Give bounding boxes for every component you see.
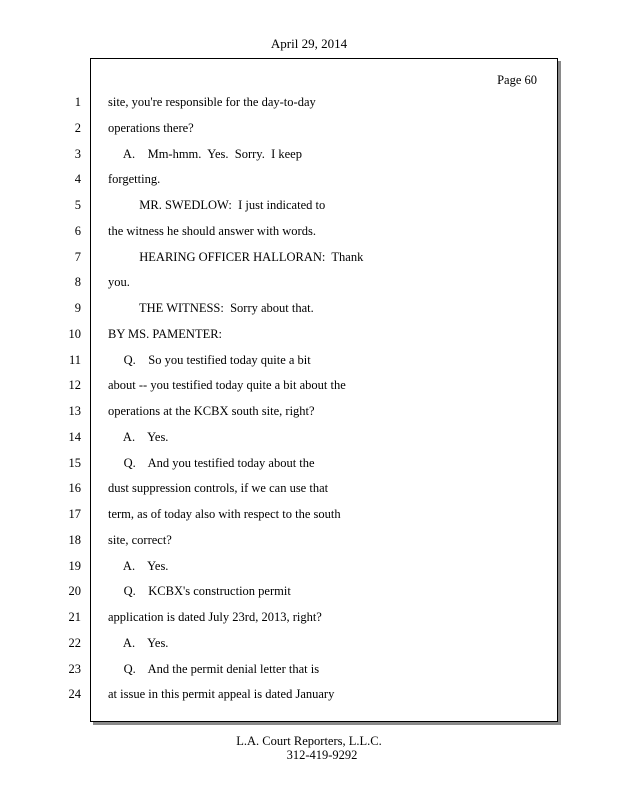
footer-phone: 312-419-9292 xyxy=(286,748,358,762)
line-number-column xyxy=(0,0,90,800)
transcript-line: HEARING OFFICER HALLORAN: Thank xyxy=(108,250,364,264)
transcript-line: A. Mm-hmm. Yes. Sorry. I keep xyxy=(108,147,302,161)
transcript-line: Q. KCBX's construction permit xyxy=(108,584,291,598)
transcript-line: A. Yes. xyxy=(108,559,169,573)
transcript-line: operations there? xyxy=(108,121,194,135)
line-number: 20 xyxy=(68,584,81,598)
line-number: 1 xyxy=(74,95,81,109)
transcript-line: Q. And you testified today about the xyxy=(108,456,315,470)
line-number: 4 xyxy=(74,172,81,186)
line-number: 18 xyxy=(68,533,81,547)
transcript-line: site, you're responsible for the day-to-day xyxy=(108,95,316,109)
transcript-line: you. xyxy=(108,275,130,289)
line-number: 9 xyxy=(74,301,81,315)
transcript-date: April 29, 2014 xyxy=(270,36,348,51)
line-number: 21 xyxy=(68,610,81,624)
transcript-line: forgetting. xyxy=(108,172,161,186)
transcript-line: at issue in this permit appeal is dated January xyxy=(108,687,335,701)
transcript-line: MR. SWEDLOW: I just indicated to xyxy=(108,198,326,212)
line-number: 23 xyxy=(68,662,81,676)
line-number: 14 xyxy=(68,430,81,444)
transcript-line: A. Yes. xyxy=(108,636,169,650)
line-number: 3 xyxy=(74,147,81,161)
line-number: 6 xyxy=(74,224,81,238)
line-number: 5 xyxy=(74,198,81,212)
transcript-line: about -- you testified today quite a bit about the xyxy=(108,378,346,392)
transcript-line: Q. So you testified today quite a bit xyxy=(108,353,311,367)
line-number: 19 xyxy=(68,559,81,573)
transcript-line: A. Yes. xyxy=(108,430,169,444)
transcript-line: Q. And the permit denial letter that is xyxy=(108,662,320,676)
line-number: 13 xyxy=(68,404,81,418)
line-number: 8 xyxy=(74,275,81,289)
transcript-line: the witness he should answer with words. xyxy=(108,224,316,238)
transcript-line: BY MS. PAMENTER: xyxy=(108,327,223,341)
line-number: 12 xyxy=(68,378,81,392)
transcript-line: operations at the KCBX south site, right? xyxy=(108,404,315,418)
transcript-line: term, as of today also with respect to the south xyxy=(108,507,341,521)
line-number: 10 xyxy=(68,327,81,341)
footer-company: L.A. Court Reporters, L.L.C. xyxy=(236,734,382,748)
line-number: 2 xyxy=(74,121,81,135)
line-number: 16 xyxy=(68,481,81,495)
transcript-line: dust suppression controls, if we can use that xyxy=(108,481,329,495)
page-number: Page 60 xyxy=(497,73,537,87)
line-number: 7 xyxy=(74,250,81,264)
line-number: 17 xyxy=(68,507,81,521)
line-number: 11 xyxy=(68,353,81,367)
line-number: 22 xyxy=(68,636,81,650)
line-number: 15 xyxy=(68,456,81,470)
transcript-line: site, correct? xyxy=(108,533,172,547)
line-number: 24 xyxy=(68,687,81,701)
transcript-line: application is dated July 23rd, 2013, right? xyxy=(108,610,322,624)
transcript-line: THE WITNESS: Sorry about that. xyxy=(108,301,314,315)
